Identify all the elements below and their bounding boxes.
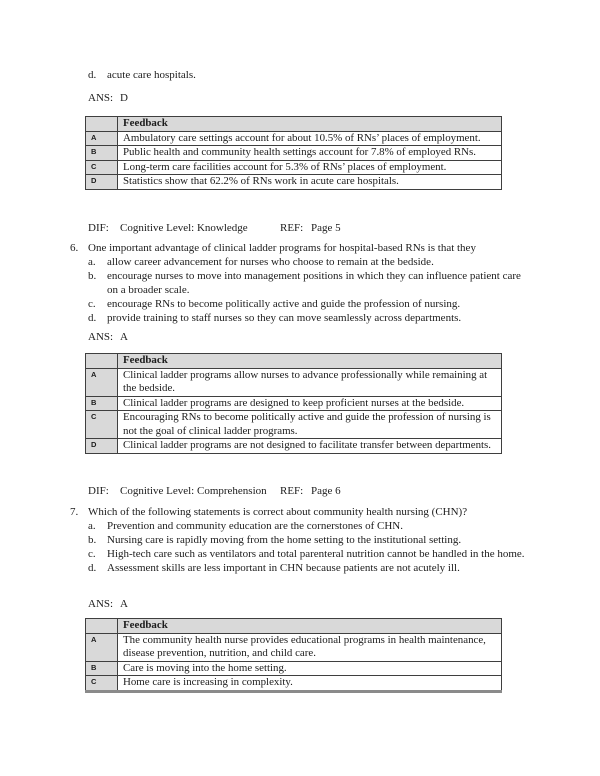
table-row [86, 396, 502, 411]
table-row [86, 160, 502, 175]
question-stem: One important advantage of clinical ladder programs for hospital-based RNs is that they [88, 242, 476, 254]
option-line [88, 255, 525, 269]
row-letter: A [86, 131, 118, 146]
ref-value: Page 5 [311, 222, 341, 234]
table-row [86, 175, 502, 190]
dif-label: DIF: [88, 222, 109, 234]
row-text: Clinical ladder programs are not designed to facilitate transfer between departments. [118, 439, 502, 454]
table-row [86, 633, 502, 661]
question [70, 505, 525, 575]
feedback-table [85, 116, 502, 190]
answer-label: ANS: [88, 92, 114, 104]
question-stem: Which of the following statements is correct about community health nursing (CHN)? [88, 506, 468, 518]
row-letter: D [86, 175, 118, 190]
question-stem-line [70, 505, 525, 519]
row-letter: C [86, 160, 118, 175]
option-line [88, 547, 525, 561]
answer-value: A [120, 331, 128, 343]
option-text: acute care hospitals. [107, 69, 196, 81]
table-header-row [86, 117, 502, 132]
ref-label: REF: [280, 222, 304, 234]
row-letter: B [86, 146, 118, 161]
question [70, 241, 525, 325]
feedback-header: Feedback [118, 117, 502, 132]
corner-cell [86, 619, 118, 634]
row-text: Encouraging RNs to become politically active and guide the profession of nursing is not the goal of clinical ladder programs. [118, 411, 502, 439]
question-number: 7. [70, 506, 79, 518]
dif-ref-line [88, 484, 341, 498]
option-letter: c. [88, 548, 96, 560]
option-line [88, 297, 525, 311]
option-text: High-tech care such as ventilators and total parenteral nutrition cannot be handled in the home. [107, 548, 525, 560]
option-letter: a. [88, 256, 96, 268]
row-letter: C [86, 676, 118, 692]
option-line [88, 269, 525, 297]
feedback-header: Feedback [118, 619, 502, 634]
option-text: encourage RNs to become politically active and guide the profession of nursing. [107, 298, 461, 310]
row-text: The community health nurse provides educational programs in health maintenance, disease prevention, nutrition, and child care. [118, 633, 502, 661]
feedback-table [85, 353, 502, 454]
row-text: Clinical ladder programs allow nurses to advance professionally while remaining at the bedside. [118, 368, 502, 396]
row-text: Care is moving into the home setting. [118, 661, 502, 676]
table-row [86, 146, 502, 161]
option-text: provide training to staff nurses so they can move seamlessly across departments. [107, 312, 462, 324]
table-row [86, 411, 502, 439]
row-text: Statistics show that 62.2% of RNs work in acute care hospitals. [118, 175, 502, 190]
answer-label: ANS: [88, 598, 114, 610]
option-text: Prevention and community education are the cornerstones of CHN. [107, 520, 404, 532]
dif-ref-line [88, 221, 341, 235]
option-letter: d. [88, 562, 97, 574]
option-line [88, 311, 525, 325]
option-letter: a. [88, 520, 96, 532]
option-text: Nursing care is rapidly moving from the home setting to the institutional setting. [107, 534, 462, 546]
corner-cell [86, 354, 118, 369]
row-letter: A [86, 368, 118, 396]
row-text: Clinical ladder programs are designed to keep proficient nurses at the bedside. [118, 396, 502, 411]
table-row [86, 661, 502, 676]
row-letter: B [86, 396, 118, 411]
table-header-row [86, 354, 502, 369]
feedback-table [85, 618, 502, 693]
options-list [88, 255, 525, 325]
option-line [88, 68, 196, 82]
option-line [88, 533, 525, 547]
option-text: allow career advancement for nurses who choose to remain at the bedside. [107, 256, 434, 268]
row-letter: C [86, 411, 118, 439]
table-row [86, 439, 502, 454]
option-letter: d. [88, 312, 97, 324]
row-text: Long-term care facilities account for 5.3% of RNs’ places of employment. [118, 160, 502, 175]
corner-cell [86, 117, 118, 132]
dif-value: Cognitive Level: Comprehension [120, 485, 267, 497]
option-letter: b. [88, 534, 97, 546]
ref-label: REF: [280, 485, 304, 497]
row-letter: B [86, 661, 118, 676]
table-row [86, 676, 502, 692]
feedback-header: Feedback [118, 354, 502, 369]
ref-value: Page 6 [311, 485, 341, 497]
option-text: Assessment skills are less important in CHN because patients are not acutely ill. [107, 562, 460, 574]
option-letter: c. [88, 298, 96, 310]
option-letter: b. [88, 270, 97, 282]
dif-value: Cognitive Level: Knowledge [120, 222, 248, 234]
question-number: 6. [70, 242, 79, 254]
answer-value: D [120, 92, 128, 104]
answer-line [88, 597, 128, 611]
table-row [86, 368, 502, 396]
option-line [88, 561, 525, 575]
answer-value: A [120, 598, 128, 610]
row-text: Home care is increasing in complexity. [118, 676, 502, 692]
table-header-row [86, 619, 502, 634]
option-text: encourage nurses to move into management positions in which they can influence patient care on a broader scale. [107, 270, 521, 296]
table-row [86, 131, 502, 146]
option-line [88, 519, 525, 533]
answer-label: ANS: [88, 331, 114, 343]
answer-line [88, 91, 128, 105]
row-letter: D [86, 439, 118, 454]
answer-line [88, 330, 128, 344]
dif-label: DIF: [88, 485, 109, 497]
options-list [88, 519, 525, 575]
row-text: Public health and community health settings account for 7.8% of employed RNs. [118, 146, 502, 161]
option-letter: d. [88, 69, 97, 81]
row-text: Ambulatory care settings account for about 10.5% of RNs’ places of employment. [118, 131, 502, 146]
row-letter: A [86, 633, 118, 661]
question-stem-line [70, 241, 525, 255]
